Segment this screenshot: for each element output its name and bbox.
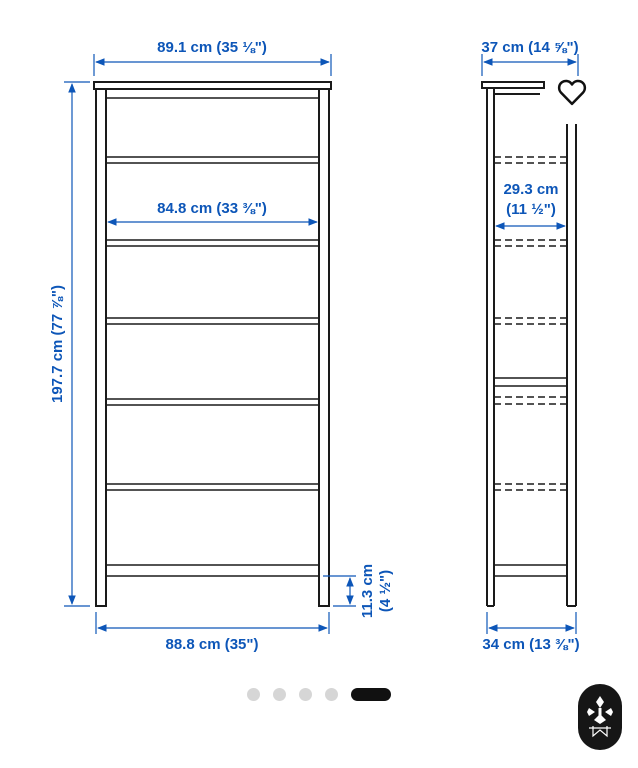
front-dimension-lines	[64, 54, 356, 634]
total-height-label: 197.7 cm (77 ⅞")	[49, 284, 66, 404]
shelf-depth-in-label: (11 ½")	[506, 201, 556, 218]
front-top-board	[94, 82, 331, 89]
carousel-pagination	[0, 688, 638, 701]
carousel-dot[interactable]	[273, 688, 286, 701]
logo-badge[interactable]	[578, 684, 622, 750]
front-left-post	[96, 89, 106, 606]
carousel-dot[interactable]	[299, 688, 312, 701]
side-depth-bottom-label: 34 cm (13 ⅜")	[482, 636, 580, 653]
side-dimension-lines	[482, 54, 578, 634]
side-top-board	[482, 82, 544, 88]
carousel-dot[interactable]	[325, 688, 338, 701]
side-view-bookcase	[482, 82, 576, 606]
side-depth-top-label: 37 cm (14 ⅝")	[481, 39, 579, 56]
logo-badge-icon	[585, 692, 615, 742]
carousel-dot-active[interactable]	[351, 688, 391, 701]
favorite-button[interactable]	[552, 72, 592, 112]
heart-outline-icon	[557, 78, 587, 106]
inner-width-label: 84.8 cm (33 ⅜")	[157, 200, 267, 217]
shelf-depth-cm-label: 29.3 cm	[503, 181, 559, 198]
front-view-bookcase	[94, 82, 331, 606]
carousel-dot[interactable]	[247, 688, 260, 701]
plinth-height-cm-label: 11.3 cm	[359, 563, 376, 619]
bottom-width-label: 88.8 cm (35")	[165, 636, 259, 653]
plinth-height-in-label: (4 ½")	[377, 569, 394, 613]
front-shelves	[106, 98, 319, 576]
front-right-post	[319, 89, 329, 606]
front-width-top-label: 89.1 cm (35 ⅛")	[157, 39, 267, 56]
side-fixed-shelves	[494, 378, 567, 576]
